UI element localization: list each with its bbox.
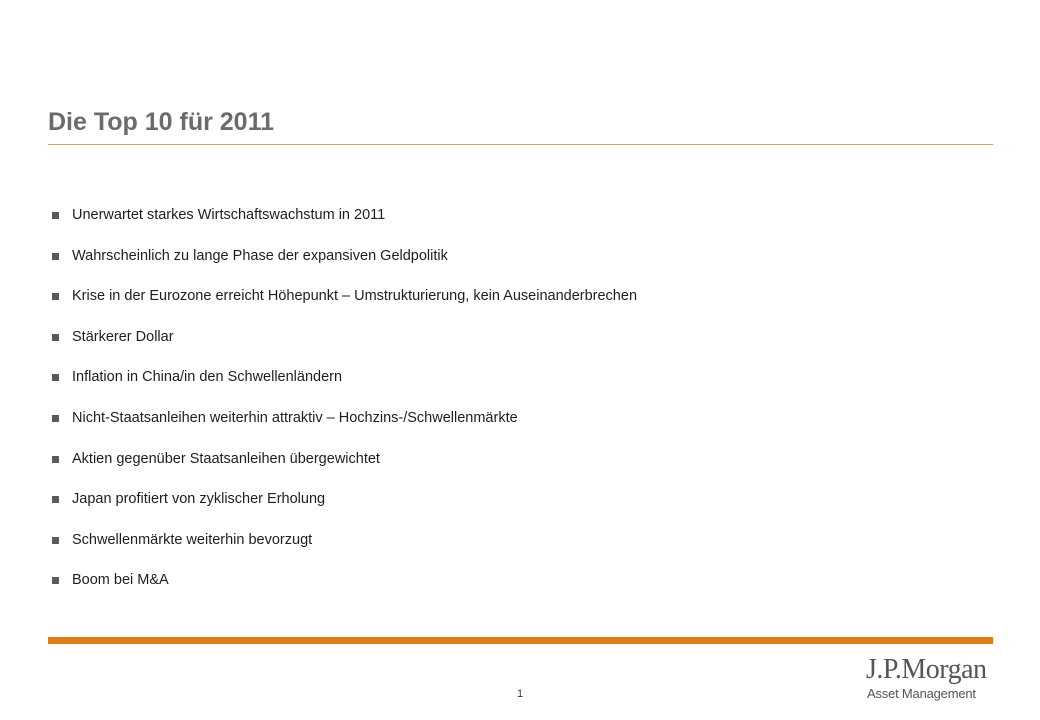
bullet-text: Japan profitiert von zyklischer Erholung xyxy=(72,491,326,508)
square-bullet-icon xyxy=(52,334,59,341)
square-bullet-icon xyxy=(52,253,59,260)
square-bullet-icon xyxy=(52,212,59,219)
list-item xyxy=(52,489,637,530)
footer-accent-bar xyxy=(48,637,993,644)
logo-brand-text: J.P.Morgan xyxy=(866,654,987,685)
square-bullet-icon xyxy=(52,374,59,381)
slide-title: Die Top 10 für 2011 xyxy=(48,108,275,136)
bullet-text: Aktien gegenüber Staatsanleihen übergewichtet xyxy=(72,450,380,467)
list-item xyxy=(52,327,637,368)
square-bullet-icon xyxy=(52,537,59,544)
bullet-list xyxy=(52,205,637,611)
list-item xyxy=(52,246,637,287)
square-bullet-icon xyxy=(52,456,59,463)
list-item xyxy=(52,449,637,490)
page-number: 1 xyxy=(516,688,524,700)
bullet-text: Wahrscheinlich zu lange Phase der expansiven Geldpolitik xyxy=(72,247,448,264)
square-bullet-icon xyxy=(52,415,59,422)
bullet-text: Stärkerer Dollar xyxy=(72,328,174,345)
logo-subtitle-text: Asset Management xyxy=(867,686,976,701)
bullet-text: Schwellenmärkte weiterhin bevorzugt xyxy=(72,531,313,548)
list-item xyxy=(52,286,637,327)
square-bullet-icon xyxy=(52,577,59,584)
company-logo xyxy=(866,656,994,702)
bullet-text: Inflation in China/in den Schwellenländern xyxy=(72,369,343,386)
list-item xyxy=(52,530,637,571)
square-bullet-icon xyxy=(52,496,59,503)
list-item xyxy=(52,367,637,408)
list-item xyxy=(52,408,637,449)
list-item xyxy=(52,205,637,246)
list-item xyxy=(52,570,637,611)
bullet-text: Nicht-Staatsanleihen weiterhin attraktiv – Hochzins-/Schwellenmärkte xyxy=(72,409,518,426)
square-bullet-icon xyxy=(52,293,59,300)
title-divider xyxy=(48,144,993,145)
bullet-text: Unerwartet starkes Wirtschaftswachstum in 2011 xyxy=(72,207,386,223)
bullet-text: Krise in der Eurozone erreicht Höhepunkt – Umstrukturierung, kein Auseinanderbrechen xyxy=(72,288,638,305)
bullet-text: Boom bei M&A xyxy=(72,572,169,589)
